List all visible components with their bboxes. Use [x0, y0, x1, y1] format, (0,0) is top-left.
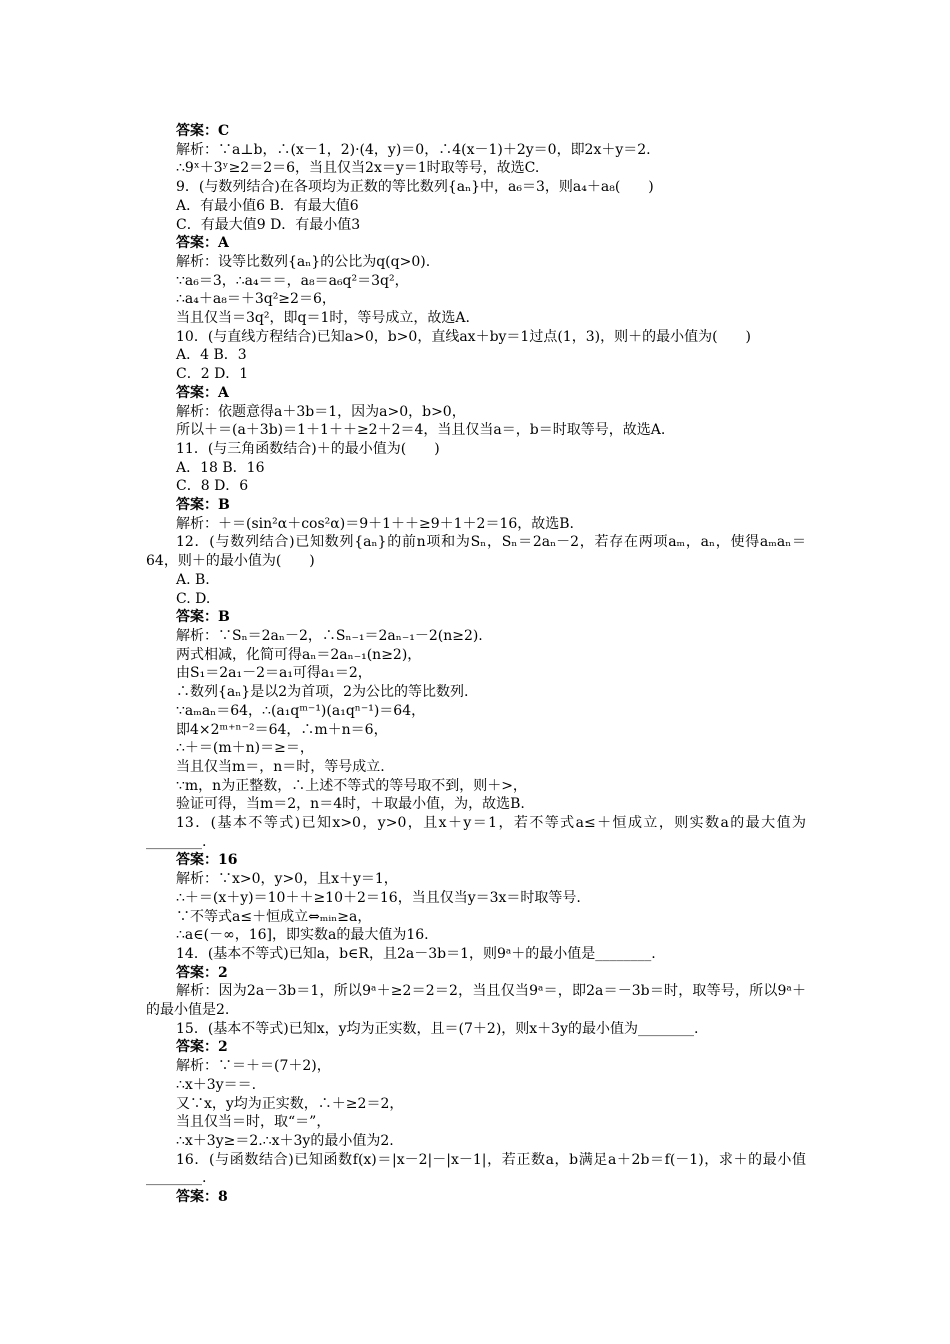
text-line: 9．(与数列结合)在各项均为正数的等比数列{aₙ}中，a₆＝3，则a₄＋a₈( )	[176, 179, 654, 196]
text-line: 解析：∵x>0，y>0，且x＋y＝1，	[176, 871, 398, 888]
text-line: A. B.	[176, 571, 210, 588]
text-line: 12．(与数列结合)已知数列{aₙ}的前n项和为Sₙ，Sₙ＝2aₙ－2，若存在两项aₘ，aₙ，使得aₘaₙ＝64，则＋的最小值为( )	[146, 534, 806, 570]
text-line: 解析：∵＝＋＝(7＋2)，	[176, 1058, 331, 1075]
text-line: 解析：设等比数列{aₙ}的公比为q(q>0).	[176, 253, 431, 270]
text-line: 答案：B	[176, 497, 230, 514]
text-line: 10．(与直线方程结合)已知a>0，b>0，直线ax＋by＝1过点(1，3)，则＋的最小值为( )	[176, 328, 752, 345]
text-line: 即4×2ᵐ⁺ⁿ⁻²＝64，∴m＋n＝6，	[176, 721, 388, 738]
text-line: ∴a₄＋a₈＝＋3q²≥2＝6，	[176, 291, 336, 308]
text-line: ∴a∈(－∞，16]，即实数a的最大值为16.	[176, 927, 429, 944]
text-line: A．18 B．16	[176, 459, 265, 476]
text-line: 解析：∵Sₙ＝2aₙ－2，∴Sₙ₋₁＝2aₙ₋₁－2(n≥2).	[176, 627, 483, 644]
text-line: ∵m，n为正整数，∴上述不等式的等号取不到，则＋>，	[176, 777, 527, 794]
text-line: C．有最大值9 D．有最小值3	[176, 216, 361, 233]
text-line: A．4 B．3	[176, 347, 247, 364]
text-line: 答案：16	[176, 852, 238, 869]
text-line: 答案：C	[176, 123, 230, 139]
text-line: 16．(与函数结合)已知函数f(x)＝|x－2|－|x－1|，若正数a，b满足a＋2b＝f(－1)，求＋的最小值________.	[146, 1151, 806, 1187]
text-line: ∵aₘaₙ＝64，∴(a₁qᵐ⁻¹)(a₁qⁿ⁻¹)＝64，	[176, 702, 426, 719]
text-line: ∴x＋3y≥＝2.∴x＋3y的最小值为2.	[176, 1132, 394, 1149]
text-line: C．2 D．1	[176, 366, 249, 383]
text-line: 解析：＋＝(sin²α＋cos²α)＝9＋1＋＋≥9＋1＋2＝16，故选B.	[176, 515, 575, 532]
text-line: C. D.	[176, 590, 211, 607]
text-line: ∴x＋3y＝＝.	[176, 1076, 257, 1093]
text-line: 解析：∵a⊥b，∴(x－1，2)·(4，y)＝0，∴4(x－1)＋2y＝0，即2x＋y＝2.	[176, 141, 651, 158]
text-line: 答案：8	[176, 1189, 228, 1206]
text-line: ∴＋＝(m＋n)＝≥＝，	[176, 740, 314, 757]
text-line: 14．(基本不等式)已知a，b∈R，且2a－3b＝1，则9ᵃ＋的最小值是________.	[176, 945, 656, 962]
text-line: 答案：B	[176, 609, 230, 626]
text-line: 答案：A	[176, 235, 229, 252]
text-line: 当且仅当m＝，n＝时，等号成立.	[176, 758, 385, 775]
text-line: ∵不等式a≤＋恒成立⇔ₘᵢₙ≥a，	[176, 908, 372, 925]
text-line: 解析：依题意得a＋3b＝1，因为a>0，b>0，	[176, 403, 466, 420]
text-line: 15．(基本不等式)已知x，y均为正实数，且＝(7＋2)，则x＋3y的最小值为________.	[176, 1020, 699, 1037]
text-line: 解析：因为2a－3b＝1，所以9ᵃ＋≥2＝2＝2，当且仅当9ᵃ＝，即2a＝－3b＝时，取等号，所以9ᵃ＋的最小值是2.	[146, 983, 806, 1019]
text-line: 13．(基本不等式)已知x>0，y>0，且x＋y＝1，若不等式a≤＋恒成立，则实数a的最大值为________.	[146, 815, 806, 850]
text-line: ∴＋＝(x＋y)＝10＋＋≥10＋2＝16，当且仅当y＝3x＝时取等号.	[176, 889, 581, 906]
text-line: C．8 D．6	[176, 478, 249, 495]
text-line: 答案：A	[176, 384, 229, 401]
text-line: A．有最小值6 B．有最大值6	[176, 197, 359, 214]
text-line: 验证可得，当m＝2，n＝4时，＋取最小值，为，故选B.	[176, 796, 525, 813]
text-line: 由S₁＝2a₁－2＝a₁可得a₁＝2，	[176, 665, 372, 682]
text-line: 当且仅当＝3q²，即q＝1时，等号成立，故选A.	[176, 310, 470, 327]
document-body	[146, 122, 806, 1207]
text-line: 又∵x，y均为正实数，∴＋≥2＝2，	[176, 1095, 404, 1112]
text-line: ∵a₆＝3，∴a₄＝＝，a₈＝a₆q²＝3q²，	[176, 272, 409, 289]
text-line: 两式相减，化简可得aₙ＝2aₙ₋₁(n≥2)，	[176, 646, 422, 663]
text-line: 所以＋＝(a＋3b)＝1＋1＋＋≥2＋2＝4，当且仅当a＝，b＝时取等号，故选A.	[176, 422, 666, 439]
text-line: ∴9ˣ＋3ʸ≥2＝2＝6，当且仅当2x＝y＝1时取等号，故选C.	[176, 160, 540, 177]
text-line: 答案：2	[176, 964, 228, 981]
text-line: ∴数列{aₙ}是以2为首项，2为公比的等比数列.	[176, 684, 469, 701]
text-line: 11．(与三角函数结合)＋的最小值为( )	[176, 440, 440, 457]
text-line: 答案：2	[176, 1039, 228, 1056]
text-line: 当且仅当＝时，取“＝”，	[176, 1114, 331, 1131]
